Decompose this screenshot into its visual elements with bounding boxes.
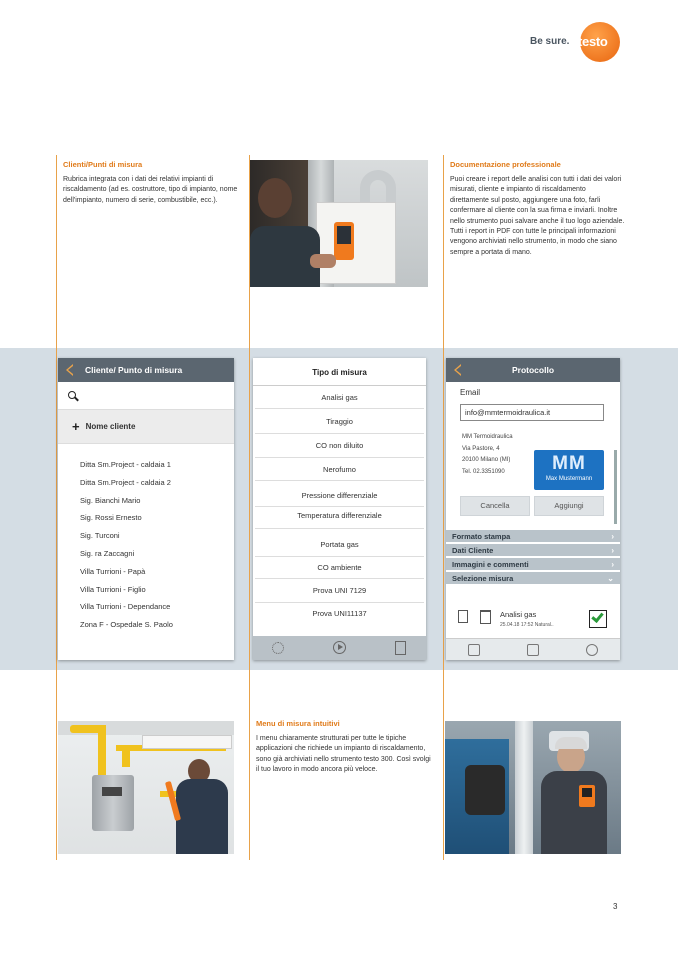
accordion-label: Dati Cliente — [452, 546, 494, 555]
company-street: Via Pastore, 4 — [462, 445, 500, 452]
export-icon[interactable] — [395, 641, 406, 655]
company-logo — [534, 450, 604, 490]
screen-tipo-misura-title: Tipo di misura — [253, 358, 426, 386]
record-meta: 25.04.18 17:52 Natural.. — [500, 622, 554, 628]
screen-clienti-header — [58, 358, 234, 382]
company-name: MM Termoidraulica — [462, 434, 513, 440]
list-item[interactable]: Sig. ra Zaccagni — [80, 548, 135, 558]
chevron-down-icon: ⌄ — [607, 574, 614, 583]
brand-logo-text: testo — [578, 34, 608, 49]
divider-left — [56, 155, 57, 860]
list-item[interactable]: Villa Turrioni - Dependance — [80, 602, 171, 612]
measure-menu — [253, 386, 426, 625]
chevron-right-icon: › — [611, 560, 614, 569]
list-item[interactable]: Villa Turrioni - Papà — [80, 566, 146, 576]
email-label: Email — [460, 388, 481, 397]
email-field[interactable]: info@mmtermoidraulica.it — [460, 404, 604, 421]
section-menu-title: Menu di misura intuitivi — [256, 719, 340, 728]
company-info — [462, 432, 513, 478]
brand-tagline: Be sure. — [530, 36, 570, 47]
menu-item[interactable]: Prova UNI11137 — [312, 609, 367, 618]
section-clienti — [63, 160, 239, 206]
section-documentazione-title: Documentazione professionale — [450, 160, 561, 169]
accordion-dati-cliente[interactable] — [446, 544, 620, 558]
menu-item[interactable]: Nerofumo — [255, 458, 424, 481]
back-icon[interactable] — [66, 364, 73, 376]
company-logo-name: Max Mustermann — [545, 476, 593, 482]
scrollbar[interactable] — [614, 450, 617, 524]
list-item[interactable]: Zona F - Ospedale S. Paolo — [80, 620, 173, 630]
brand-logo — [528, 22, 622, 62]
menu-item[interactable]: Temperatura differenziale — [255, 507, 424, 529]
screen-clienti-title: Cliente/ Punto di misura — [85, 365, 183, 375]
share-icon[interactable] — [586, 644, 598, 656]
screen-tipo-misura-toolbar — [253, 636, 426, 660]
chevron-right-icon: › — [611, 532, 614, 541]
add-client-row[interactable] — [58, 410, 234, 444]
photo-technician-gas-meter — [58, 721, 234, 854]
accordion — [446, 530, 620, 586]
screen-protocollo-toolbar — [446, 638, 620, 660]
screen-clienti — [58, 358, 234, 660]
accordion-formato-stampa[interactable] — [446, 530, 620, 544]
accordion-label: Selezione misura — [452, 574, 514, 583]
gear-icon[interactable] — [272, 642, 284, 654]
section-menu — [256, 719, 434, 776]
section-clienti-title: Clienti/Punti di misura — [63, 160, 143, 169]
list-item[interactable]: Sig. Rossi Ernesto — [80, 513, 142, 523]
list-item[interactable]: Sig. Bianchi Mario — [80, 495, 141, 505]
section-menu-body: I menu chiaramente strutturati per tutte le tipiche applicazioni che richiede un impianto di riscaldamento, sono già archiviati nello strumento testo 300. Così svolgi il tuo lavoro in modo ancora più veloce. — [256, 735, 431, 774]
cancel-button[interactable]: Cancella — [460, 496, 530, 516]
screen-tipo-misura — [253, 358, 426, 660]
accordion-label: Formato stampa — [452, 532, 511, 541]
accordion-selezione-misura[interactable] — [446, 572, 620, 586]
menu-item[interactable]: Analisi gas — [255, 386, 424, 409]
menu-item[interactable]: Pressione differenziale — [255, 481, 424, 507]
menu-item[interactable]: CO non diluito — [255, 434, 424, 458]
save-icon[interactable] — [527, 644, 539, 656]
company-city: 20100 Milano (MI) — [462, 457, 511, 463]
record-title: Analisi gas — [500, 610, 537, 619]
accordion-label: Immagini e commenti — [452, 560, 529, 569]
section-documentazione-body: Puoi creare i report delle analisi con tutti i dati dei valori misurati, cliente e impianto di riscaldamento direttamente sul posto, aggiungere una foto, farli confermare al cliente con la sua firma e inviarli. Inoltre nello strumento puoi salvare anche il tuo logo aziendale. Tutti i report in PDF con tutte le principali informazioni vengono archiviati nello strumento, in modo che siano sempre a portata di mano. — [450, 176, 625, 256]
checkbox-checked-icon[interactable] — [589, 610, 607, 628]
chevron-right-icon: › — [611, 546, 614, 555]
screen-protocollo-header — [446, 358, 620, 382]
search-doc-icon[interactable] — [458, 610, 468, 623]
add-client-label: Nome cliente — [85, 422, 136, 431]
menu-item[interactable]: Tiraggio — [255, 409, 424, 434]
accordion-immagini-commenti[interactable] — [446, 558, 620, 572]
list-item[interactable]: Sig. Turconi — [80, 531, 120, 541]
screen-protocollo-title: Protocollo — [511, 365, 555, 375]
menu-item[interactable]: CO ambiente — [255, 557, 424, 579]
company-phone: Tel. 02.3351090 — [462, 468, 505, 475]
list-item[interactable]: Villa Turrioni - Figlio — [80, 584, 146, 594]
section-clienti-body: Rubrica integrata con i dati dei relativi impianti di riscaldamento (ad es. costruttore, tipo di impianto, nome dell'impianto, numero di serie, combustibile, ecc.). — [63, 176, 238, 204]
list-item[interactable]: Ditta Sm.Project - caldaia 1 — [80, 460, 171, 469]
company-logo-initials: MM — [552, 453, 586, 474]
section-documentazione — [450, 160, 626, 258]
measurement-record[interactable] — [446, 604, 620, 634]
screen-protocollo — [446, 358, 620, 660]
client-list — [58, 444, 234, 634]
page-number: 3 — [613, 902, 618, 911]
search-bar[interactable] — [58, 382, 234, 410]
trash-icon[interactable] — [480, 610, 491, 624]
add-button[interactable]: Aggiungi — [534, 496, 604, 516]
menu-item[interactable]: Prova UNI 7129 — [255, 579, 424, 603]
menu-item[interactable]: Portata gas — [255, 529, 424, 557]
photo-technician-burner — [445, 721, 621, 854]
plus-icon: + — [72, 419, 80, 434]
divider-right — [443, 155, 444, 860]
list-item[interactable]: Ditta Sm.Project - caldaia 2 — [80, 477, 171, 487]
print-icon[interactable] — [468, 644, 480, 656]
photo-technician-boiler — [250, 160, 428, 287]
